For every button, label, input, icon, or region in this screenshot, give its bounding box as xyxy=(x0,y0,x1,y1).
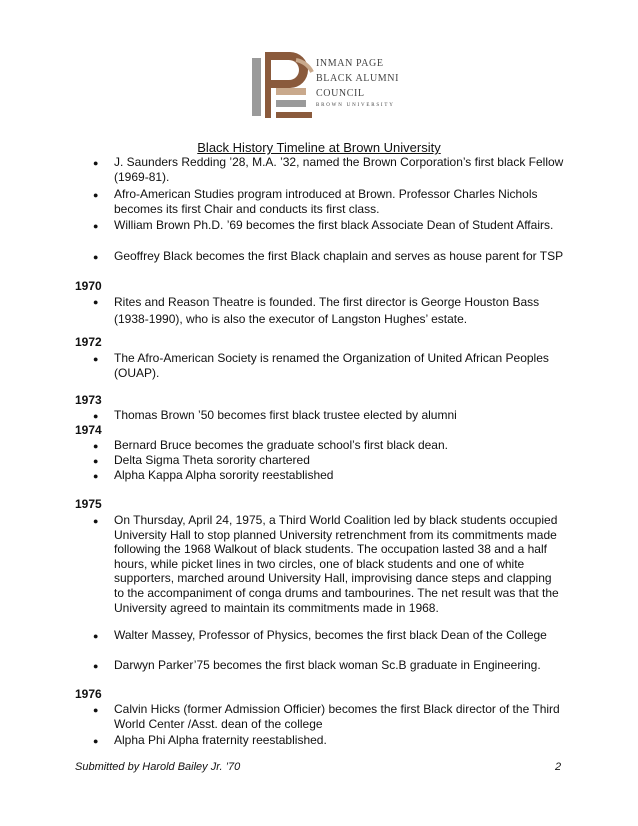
logo-subline: BROWN UNIVERSITY xyxy=(316,103,395,108)
bullet-icon: ● xyxy=(93,736,99,746)
list-item: On Thursday, April 24, 1975, a Third World Coalition led by black students occupied University Hall to stop planned University retrenchment from its commitments made following the 1968 Walkout of black students. The occupation lasted 38 and a half hours, while picket lines in two circles, one of black students and one of white supporters, marched around University Hall, improvising dance steps and clapping to the accompaniment of conga drums and tambourines. The net result was that the University agreed to maintain its commitments made in 1968. xyxy=(114,513,559,615)
list-item: William Brown Ph.D. ’69 becomes the first black Associate Dean of Student Affairs. xyxy=(114,218,554,232)
list-item: Delta Sigma Theta sorority chartered xyxy=(114,453,310,467)
bullet-icon: ● xyxy=(93,661,99,671)
logo-line-3: COUNCIL xyxy=(316,88,365,99)
list-item: Afro-American Studies program introduced at Brown. Professor Charles Nichols becomes its first Chair and conducts its first class. xyxy=(114,187,538,216)
year-heading-1975: 1975 xyxy=(75,497,102,511)
list-item: Alpha Kappa Alpha sorority reestablished xyxy=(114,468,334,482)
council-logo xyxy=(246,42,406,134)
list-item: Calvin Hicks (former Admission Officier) becomes the first Black director of the Third World Center /Asst. dean of the college xyxy=(114,702,560,731)
list-item: Walter Massey, Professor of Physics, becomes the first black Dean of the College xyxy=(114,628,547,642)
bullet-icon: ● xyxy=(93,411,99,421)
list-item: J. Saunders Redding ’28, M.A. ’32, named the Brown Corporation’s first black Fellow (1969-81). xyxy=(114,155,564,184)
logo-line-1: INMAN PAGE xyxy=(316,58,384,69)
list-item: Bernard Bruce becomes the graduate school’s first black dean. xyxy=(114,438,448,452)
list-item: Darwyn Parker’75 becomes the first black woman Sc.B graduate in Engineering. xyxy=(114,658,541,672)
list-item: The Afro-American Society is renamed the Organization of United African Peoples (OUAP). xyxy=(114,351,549,380)
bullet-icon: ● xyxy=(93,158,99,168)
footer-submitted-by: Submitted by Harold Bailey Jr. ’70 xyxy=(75,761,241,773)
year-heading-1976: 1976 xyxy=(75,687,102,701)
bullet-icon: ● xyxy=(93,252,99,262)
list-item: Alpha Phi Alpha fraternity reestablished. xyxy=(114,733,327,747)
page-number: 2 xyxy=(555,761,562,773)
page-title: Black History Timeline at Brown University xyxy=(197,140,441,155)
bullet-icon: ● xyxy=(93,221,99,231)
logo-wordmark xyxy=(316,56,406,111)
year-heading-1974: 1974 xyxy=(75,423,102,437)
bullet-icon: ● xyxy=(93,190,99,200)
list-item: Rites and Reason Theatre is founded. The first director is George Houston Bass (1938-1990), who is also the executor of Langston Hughes’ estate. xyxy=(114,295,540,326)
bullet-icon: ● xyxy=(93,297,99,307)
bullet-icon: ● xyxy=(93,705,99,715)
bullet-icon: ● xyxy=(93,471,99,481)
bullet-icon: ● xyxy=(93,354,99,364)
list-item: Geoffrey Black becomes the first Black chaplain and serves as house parent for TSP xyxy=(114,249,564,263)
ipc-monogram-icon xyxy=(246,42,316,134)
bullet-icon: ● xyxy=(93,516,99,526)
bullet-icon: ● xyxy=(93,631,99,641)
year-heading-1970: 1970 xyxy=(75,279,102,293)
year-heading-1972: 1972 xyxy=(75,335,102,349)
logo-line-2: BLACK ALUMNI xyxy=(316,73,400,84)
bullet-icon: ● xyxy=(93,456,99,466)
list-item: Thomas Brown ’50 becomes first black trustee elected by alumni xyxy=(114,408,457,422)
year-heading-1973: 1973 xyxy=(75,393,102,407)
bullet-icon: ● xyxy=(93,441,99,451)
